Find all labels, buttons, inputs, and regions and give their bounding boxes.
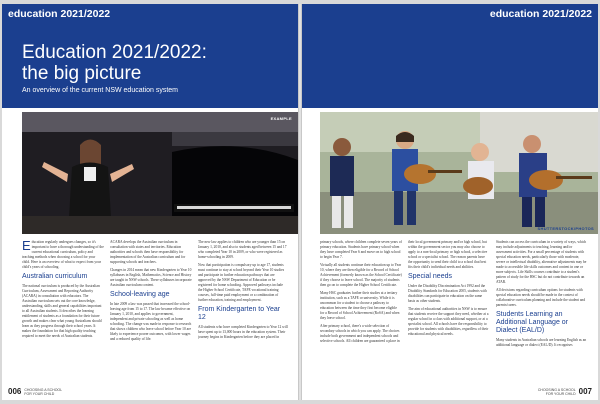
right-page <box>302 4 598 400</box>
right-column-1 <box>320 240 402 388</box>
right-paragraph-6: Under the Disability Discrimination Act 1992 and the Disability Standards for Education 2005, students with disabilities can participate in education on the same basis as other students. <box>408 284 487 303</box>
leaving-paragraph-1: In late 2009 a law was passed that increased the school-leaving age from 15 to 17. The law became effective on January 1, 2010, and applies to government, independent and private schooling as well as home schooling. The change was made in response to research that shows children who leave school before Year 10 are likely to experience poorer outcomes, with lower wages and a reduced quality of life. <box>110 302 192 341</box>
right-paragraph-5: their local government primary and/or high school, but within the government sector you may also choose to apply to a non-local primary or high school, a selective school or a specialist school. The reason parents have the opportunity to send their child to a school that best fits their child's individual needs and abilities. <box>408 240 488 269</box>
concert-photo <box>22 112 298 234</box>
section-header-left: education 2021/2022 <box>2 4 298 24</box>
right-banner <box>302 24 598 108</box>
heading-kindergarten-to-year-12: From Kindergarten to Year 12 <box>198 306 281 321</box>
leaving-paragraph-3: Now that participation is compulsory up to age 17, students must continue to stay at school beyond their Year 10 studies and participate in further education pathways that are approved by the NSW Department of Education or be registered for home schooling. Approved pathways include the Higher School Certificate, TAFE vocational training courses, full-time paid employment or a combination of further education, training and employment. <box>198 263 285 302</box>
right-paragraph-8: Students can access the curriculum in a variety of ways, which may include adjustments to teaching, learning and/or assessment activities. For a small percentage of students with special education needs, particularly those with moderate, severe or intellectual disability, alternative adjustments may be made to accessible life skills outcomes and content in one or more subjects. Life Skills courses contribute to a student's pattern of study for the HSC but do not contribute towards an ATAR. <box>496 240 587 284</box>
right-paragraph-9: All decisions regarding curriculum options for students with special education needs should be made in the context of collaborative curriculum planning and include the student and parents/carers. <box>496 288 586 307</box>
right-paragraph-1: primary schools, where children complete seven years of primary education. Students have primary school when they have completed Year 6 and move on to high school to begin Year 7. <box>320 240 402 259</box>
heading-school-leaving-age: School-leaving age <box>110 291 170 298</box>
dropcap: E <box>22 240 31 253</box>
intro-text: ducation regularly undergoes changes, so it's important to have a thorough understanding of the current educational curriculum, policy and teaching methods when choosing a school for your child. Here is an overview of what to expect from your child's years of schooling. <box>22 240 104 269</box>
section-header-right: education 2021/2022 <box>302 4 598 24</box>
k12-paragraph: All students who have completed Kindergarten to Year 12 will have spent up to 13,000 hours in the education system. Their journey begins in Kindergarten before they are placed in <box>198 325 288 339</box>
page-number-left: 006 <box>8 387 22 396</box>
photo-credit: EXAMPLE <box>270 116 292 121</box>
hero-banner <box>2 24 298 108</box>
left-column-1 <box>22 240 104 388</box>
right-paragraph-2: Virtually all students continue their education up to Year 10, where they are then eligible for a Record of School Achievement (formerly known as the School Certificate) if they choose to leave school. The majority of students then go on to complete the Higher School Certificate. <box>320 263 402 287</box>
footer-left <box>8 387 64 396</box>
publication-name-right: CHOOSING A SCHOOL FOR YOUR CHILD <box>537 388 576 396</box>
leaving-paragraph-2: The new law applies to children who are younger than 15 on January 1, 2010, and also to students aged between 15 and 17 who completed Year 10 in 2009, or who were registered as home-schooling in 2009. <box>198 240 287 259</box>
singer-at-piano-illustration <box>22 112 298 234</box>
title-line-2: the big picture <box>22 63 142 84</box>
publication-name-left: CHOOSING A SCHOOL FOR YOUR CHILD <box>24 388 62 396</box>
right-paragraph-3: Many HSC graduates further their studies at a tertiary institution, such as a TAFE or university. While it is uncommon for a student to choose a pathway to education between the time they first become eligible for a Record of School Achievement (RoSA) and when they leave school. <box>320 291 400 320</box>
heading-special-needs: Special needs <box>408 273 452 280</box>
heading-australian-curriculum: Australian curriculum <box>22 273 88 280</box>
footer-right <box>536 387 592 396</box>
standfirst: An overview of the current NSW education system <box>22 87 179 94</box>
students-playing-guitar-illustration <box>320 112 598 234</box>
page-number-right: 007 <box>578 387 592 396</box>
right-column-2 <box>408 240 490 388</box>
curriculum-paragraph-1: The national curriculum is produced by the Australian Curriculum, Assessment and Reporting Authority (ACARA) in consultation with educators. The Australian curriculum sets out the core knowledge, understanding, skills and general capabilities important to all Australian students. It describes the learning entitlement of students as a foundation for their future growth and makes clear what young Australians should learn as they progress through their school years. It makes the foundation for that high quality teaching required to meet the needs of Australian students. <box>22 284 102 338</box>
intro-paragraph <box>22 240 104 270</box>
right-paragraph-4: After primary school, there's a wide selection of secondary schools in which you can apply. The choices include both government and independent schools and selective schools. All children are guaranteed a place in <box>320 324 400 343</box>
left-column-2 <box>110 240 192 388</box>
title-line-1: Education 2021/2022: <box>22 42 207 63</box>
right-column-3 <box>496 240 588 388</box>
heading-eald: Students Learning an Additional Language or Dialect (EAL/D) <box>496 311 569 334</box>
left-page <box>2 4 298 400</box>
students-guitar-photo <box>320 112 598 234</box>
page-title <box>22 42 282 84</box>
left-column-3 <box>198 240 288 388</box>
right-paragraph-10: Many students in Australian schools are learning English as an additional language or dialect (EAL/D). It recognises <box>496 338 587 347</box>
photo-credit-right: SHUTTERSTOCK/PHOTOS <box>537 226 594 231</box>
right-paragraph-7: The aim of educational authorities in NSW is to ensure that students receive the support they need, whether at a regular school in a class with additional support, or at a specialist school. All schools have the responsibility to provide for students with disabilities, regardless of their educational and physical needs. <box>408 307 489 336</box>
curriculum-paragraph-2: ACARA develops the Australian curriculum in consultation with states and territories. Education authorities and schools then have responsibility for implementation of the Australian curriculum and for supporting schools and teachers. <box>110 240 186 264</box>
curriculum-paragraph-3: Changes in 2014 mean that new Kindergarten to Year 10 syllabuses in English, Mathematics, Science and History are taught in NSW schools. These syllabuses incorporate Australian curriculum content. <box>110 268 192 287</box>
